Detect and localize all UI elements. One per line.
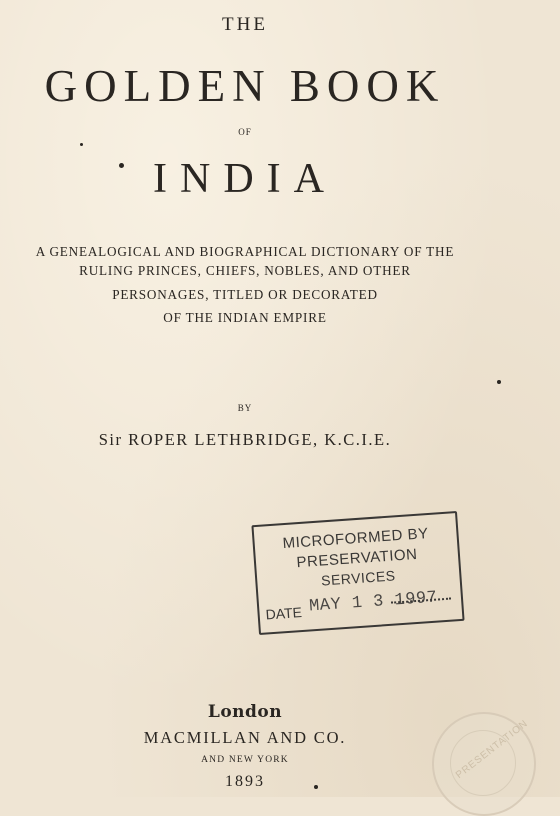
publisher-name: MACMILLAN AND CO. [143, 728, 347, 747]
stamp-date-label: DATE [265, 604, 303, 623]
microform-stamp [251, 511, 464, 635]
ink-speck [119, 163, 124, 168]
seal-text: PRESENTATION [453, 717, 531, 782]
title-connector: OF [238, 127, 252, 137]
ink-speck [80, 143, 83, 146]
stamp-line-3: SERVICES [320, 567, 397, 589]
title-article: THE [222, 14, 268, 35]
ink-speck [497, 380, 501, 384]
publisher-secondary-city: AND NEW YORK [201, 755, 289, 765]
publication-city: London [207, 702, 283, 722]
book-title-country: INDIA [153, 156, 337, 202]
subtitle-line-2: RULING PRINCES, CHIEFS, NOBLES, AND OTHER [79, 263, 411, 278]
subtitle-line-3: PERSONAGES, TITLED OR DECORATED [112, 287, 378, 302]
book-title-main: GOLDEN BOOK [44, 61, 446, 111]
subtitle-line-4: OF THE INDIAN EMPIRE [163, 310, 327, 325]
ink-speck [314, 785, 318, 789]
subtitle-line-1: A GENEALOGICAL AND BIOGRAPHICAL DICTIONARY OF THE [35, 244, 455, 259]
library-seal [432, 712, 536, 816]
author-name: Sir ROPER LETHBRIDGE, K.C.I.E. [98, 430, 392, 449]
byline-label: BY [237, 403, 253, 413]
publication-year: 1893 [225, 773, 265, 790]
stamp-line-2: PRESERVATION [296, 545, 418, 572]
stamp-date-value: MAY 1 3 1997 [308, 588, 439, 617]
stamp-line-1: MICROFORMED BY [282, 525, 430, 553]
